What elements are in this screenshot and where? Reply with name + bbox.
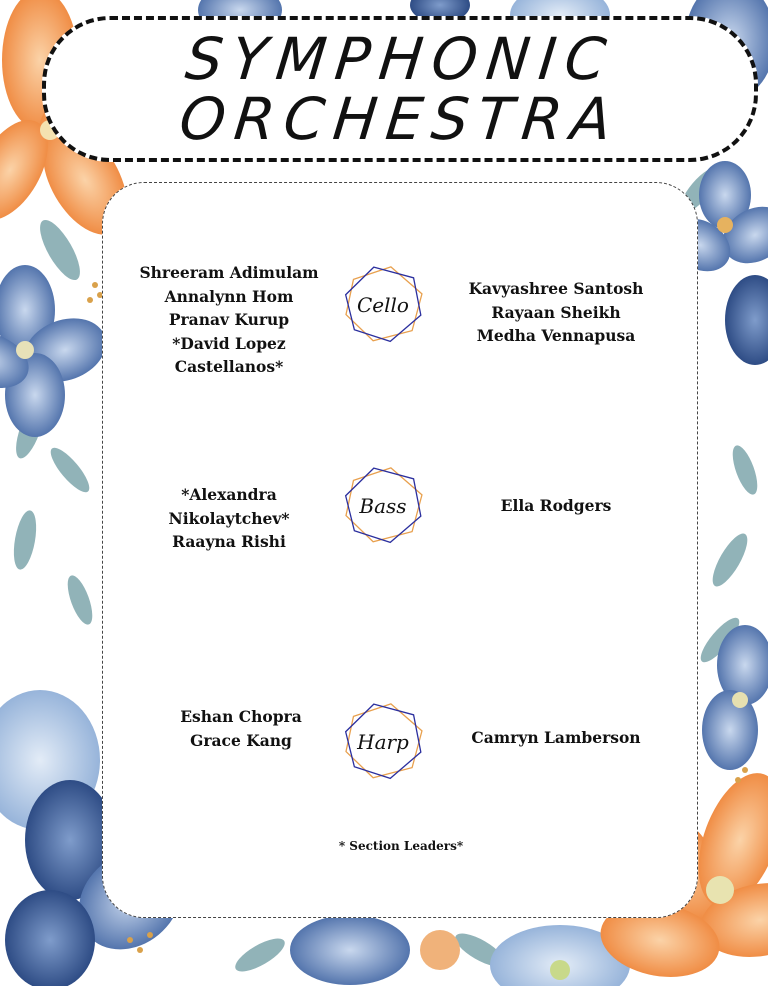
- roster-card: [102, 182, 698, 918]
- cello-left-names: [111, 261, 347, 379]
- member-name: Nikolaytchev*: [168, 508, 290, 528]
- section-leaders-note: * Section Leaders*: [338, 839, 464, 853]
- member-name: Shreeram Adimulam: [139, 263, 319, 282]
- member-name: *Alexandra: [181, 485, 277, 504]
- member-name: Raayna Rishi: [172, 532, 286, 551]
- bass-right-names: [443, 494, 669, 518]
- harp-emblem: [341, 699, 425, 783]
- member-name: Castellanos*: [174, 357, 284, 376]
- title-banner: [42, 16, 758, 162]
- member-name: Grace Kang: [190, 730, 292, 750]
- member-name: Annalynn Hom: [164, 286, 294, 306]
- member-name: Medha Vennapusa: [476, 326, 636, 345]
- member-name: Eshan Chopra: [180, 707, 302, 726]
- member-name: Kavyashree Santosh: [468, 279, 644, 298]
- cello-right-names: [443, 277, 669, 348]
- member-name: Pranav Kurup: [168, 310, 290, 329]
- cello-label: Cello: [357, 293, 409, 317]
- bass-emblem: [341, 463, 425, 547]
- cello-emblem: [341, 262, 425, 346]
- harp-left-names: [123, 705, 359, 752]
- title-line-1: SYMPHONIC: [182, 25, 618, 93]
- bass-label: Bass: [359, 494, 407, 518]
- harp-right-names: [443, 726, 669, 750]
- title-line-2: ORCHESTRA: [176, 85, 624, 153]
- member-name: Rayaan Sheikh: [491, 302, 621, 322]
- member-name: *David Lopez: [172, 333, 286, 353]
- member-name: Camryn Lamberson: [471, 728, 641, 747]
- harp-label: Harp: [357, 730, 409, 754]
- member-name: Ella Rodgers: [500, 496, 612, 515]
- bass-left-names: [111, 483, 347, 554]
